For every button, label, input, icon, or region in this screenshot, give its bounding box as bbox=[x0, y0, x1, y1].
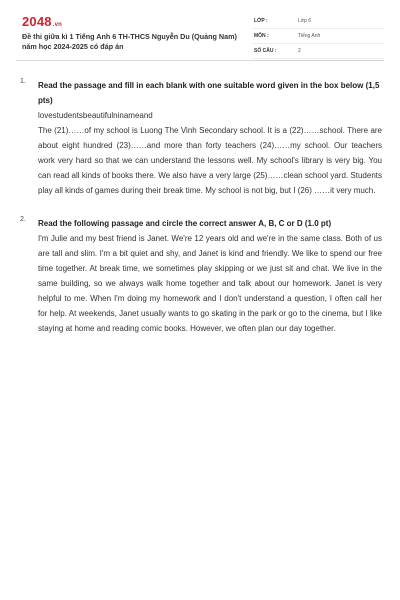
question-2 bbox=[20, 216, 382, 336]
meta-value: Tiếng Anh bbox=[298, 33, 321, 39]
question-title: Read the following passage and circle the correct answer A, B, C or D (1.0 pt) bbox=[38, 219, 332, 228]
question-passage: I'm Julie and my best friend is Janet. We're 12 years old and we're in the same class. Both of us are tall and slim. I'm a bit quiet and shy, and Janet is kind and friendly. We like to spend our free time together. At break time, we sometimes play skipping or we just sit and chat. We live in the same building, so we always walk home together and talk about our homework. Janet is very helpful to me. When I'm doing my homework and I don't understand a question, I often call her for help. At weekends, Janet usually wants to go skating in the park or go to the cinema, but I like staying at home and reading comic books. However, we often plan our day together. bbox=[38, 234, 382, 333]
meta-label: LỚP : bbox=[254, 18, 268, 24]
meta-value: Lớp 6 bbox=[298, 18, 312, 24]
document-meta bbox=[252, 14, 384, 59]
meta-row-class bbox=[252, 14, 384, 29]
meta-label: SỐ CÂU : bbox=[254, 48, 277, 54]
question-title: Read the passage and fill in each blank with one suitable word given in the box below (1,5 pts) bbox=[38, 81, 380, 105]
word-box: lovestudentsbeautifulninameand bbox=[38, 111, 153, 120]
document-content bbox=[20, 78, 382, 336]
meta-value: 2 bbox=[298, 48, 301, 54]
meta-label: MÔN : bbox=[254, 33, 269, 39]
meta-row-subject bbox=[252, 29, 384, 44]
question-number: 2. bbox=[20, 216, 26, 223]
question-number: 1. bbox=[20, 78, 26, 85]
question-passage: The (21)……of my school is Luong The Vinh Secondary school. It is a (22)……school. There are about eight hundred (23)……and more than forty teachers (24)……my school. Our teachers work very hard so that we can understand the lessons well. My school's library is very big. You can read all kinds of books there. We also have a very large (25)……clean school yard. Students play all kinds of games during their break time. My school is not big, but I (26) ……it very much. bbox=[38, 126, 382, 195]
site-logo[interactable] bbox=[22, 14, 62, 29]
logo-text: 2048 bbox=[22, 14, 52, 29]
document-title: Đề thi giữa kì 1 Tiếng Anh 6 TH-THCS Nguyễn Du (Quảng Nam) năm học 2024-2025 có đáp án bbox=[22, 32, 237, 51]
logo-suffix: .vn bbox=[52, 22, 63, 28]
question-1 bbox=[20, 78, 382, 198]
document-header bbox=[16, 10, 384, 61]
meta-row-count bbox=[252, 44, 384, 59]
